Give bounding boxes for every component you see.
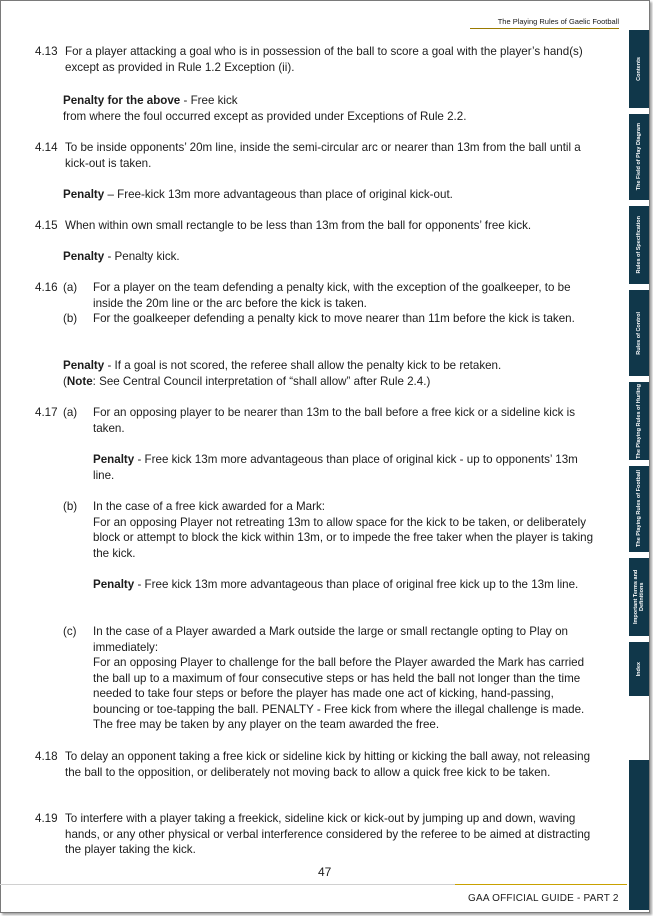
clause-text-a: For a player on the team defending a penalty kick, with the exception of the goalkeeper, to be inside the 20m line or the arc before the kick is taken.	[93, 281, 571, 310]
clause-label-a: (a)	[63, 281, 78, 294]
penalty-text: - Penalty kick.	[104, 250, 180, 263]
clause-text-a: For an opposing player to be nearer than 13m to the ball before a free kick or a sideline kick is taken.	[93, 406, 576, 435]
tab-playing-rules-football[interactable]: The Playing Rules of Football	[629, 466, 649, 552]
note-open: (	[63, 374, 67, 388]
note-text: : See Central Council interpretation of “shall allow” after Rule 2.4.)	[92, 374, 431, 388]
penalty-text-line2: from where the foul occurred except as provided under Exceptions of Rule 2.2.	[63, 109, 467, 123]
penalty-text: - Free kick	[180, 94, 238, 107]
rule-text: When within own small rectangle to be less than 13m from the ball for opponents’ free kick.	[65, 219, 532, 232]
clause-label-c: (c)	[63, 625, 77, 638]
rule-4-14-penalty	[63, 187, 595, 203]
clause-intro-b: In the case of a free kick awarded for a Mark:	[93, 500, 325, 513]
rule-number: 4.18	[35, 750, 58, 763]
rule-4-17-b-penalty	[93, 577, 595, 593]
page-number: 47	[318, 865, 332, 879]
penalty-text: – Free-kick 13m more advantageous than place of original kick-out.	[104, 188, 453, 201]
rule-text: To delay an opponent taking a free kick or sideline kick by hitting or kicking the ball away, not releasing the ball to the opposition, or deliberately not moving back to allow a quick free kick to be taken.	[65, 750, 591, 779]
clause-label-b: (b)	[63, 500, 78, 513]
rule-text: To be inside opponents’ 20m line, inside the semi-circular arc or nearer than 13m from the ball until a kick-out is taken.	[65, 141, 581, 170]
tab-rules-of-control[interactable]: Rules of Control	[629, 290, 649, 376]
tab-playing-rules-hurling[interactable]: The Playing Rules of Hurling	[629, 382, 649, 460]
guide-title: GAA OFFICIAL GUIDE - PART 2	[468, 893, 619, 904]
clause-intro-c: In the case of a Player awarded a Mark outside the large or small rectangle opting to Play on immediately:	[93, 625, 568, 654]
tab-contents[interactable]: Contents	[629, 30, 649, 108]
rule-number: 4.14	[35, 141, 58, 154]
rule-number: 4.13	[35, 45, 58, 58]
penalty-text: - Free kick 13m more advantageous than place of original free kick up to the 13m line.	[134, 578, 579, 591]
penalty-text: - Free kick 13m more advantageous than place of original kick - up to opponents’ 13m line.	[93, 453, 578, 482]
rule-number: 4.17	[35, 406, 58, 419]
rule-number: 4.19	[35, 812, 58, 825]
penalty-label: Penalty for the above	[63, 94, 181, 107]
rule-4-15-penalty	[63, 249, 595, 265]
side-bar-footer	[629, 760, 649, 910]
footer-divider-left	[0, 884, 455, 885]
penalty-label: Penalty	[63, 188, 105, 201]
penalty-text: - If a goal is not scored, the referee shall allow the penalty kick to be retaken.	[104, 359, 502, 372]
penalty-label: Penalty	[93, 453, 135, 466]
penalty-label: Penalty	[63, 359, 105, 372]
rule-text: To interfere with a player taking a freekick, sideline kick or kick-out by jumping up and down, waving hands, or any other physical or verbal interference considered by the referee to be aimed at distracting the player taking the kick.	[65, 812, 591, 856]
clause-label-a: (a)	[63, 406, 78, 419]
penalty-label: Penalty	[63, 250, 105, 263]
tab-important-terms[interactable]: Important Terms and Definitions	[629, 558, 649, 636]
clause-text-b: For the goalkeeper defending a penalty kick to move nearer than 11m before the kick is taken.	[93, 312, 575, 325]
clause-label-b: (b)	[63, 312, 78, 325]
running-header: The Playing Rules of Gaelic Football	[470, 17, 619, 29]
note-label: Note	[66, 374, 93, 388]
rule-4-17-a-penalty	[93, 452, 595, 483]
rule-text: For a player attacking a goal who is in possession of the ball to score a goal with the player’s hand(s) except as provided in Rule 1.2 Exception (ii).	[65, 45, 583, 74]
clause-text-c: For an opposing Player to challenge for the ball before the Player awarded the Mark has carried the ball up to a maximum of four consecutive steps or has held the ball not longer than the time needed to take four steps or before the player has made one act of kicking, hand-passing, bouncing or toe-tapping the ball. PENALTY - Free kick from where the illegal challenge is made. The free may be taken by any player on the team awarded the free.	[93, 656, 585, 731]
rule-number: 4.15	[35, 219, 58, 232]
clause-text-b: For an opposing Player not retreating 13m to allow space for the kick to be taken, or deliberately block or attempt to block the kick within 13m, or to impede the free taker when the player is taking the kick.	[93, 515, 594, 560]
tab-index[interactable]: Index	[629, 642, 649, 696]
rule-4-13-penalty	[63, 93, 595, 124]
footer-divider-gold	[455, 884, 627, 885]
tab-field-of-play-diagram[interactable]: The Field of Play Diagram	[629, 114, 649, 200]
tab-rules-of-specification[interactable]: Rules of Specification	[629, 206, 649, 284]
penalty-label: Penalty	[93, 578, 135, 591]
rule-number: 4.16	[35, 281, 58, 294]
rule-4-16-penalty	[63, 358, 595, 389]
